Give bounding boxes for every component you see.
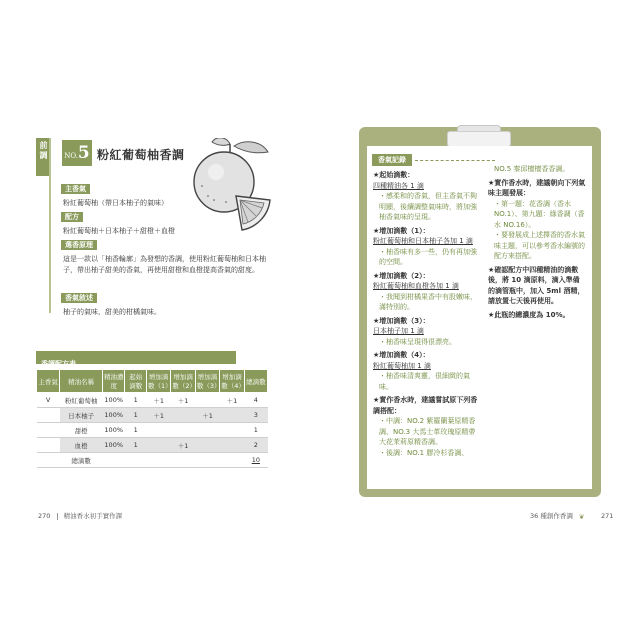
table-cell: 1 xyxy=(244,423,267,438)
table-cell xyxy=(146,438,170,453)
table-row xyxy=(37,408,268,423)
aroma-record-label: 香氣記錄 xyxy=(372,154,412,166)
record-note: ・柚香味清爽靈，很細緻的氣味。 xyxy=(379,372,470,391)
table-cell: 甜橙 xyxy=(60,423,103,438)
table-header: 精油名稱 xyxy=(60,370,103,393)
table-cell: ＋1 xyxy=(171,393,195,408)
description-label: 香氣敘述 xyxy=(61,293,97,303)
recipe-number-badge: NO.5 xyxy=(62,140,92,166)
record-step: ★實作香水時，建議嘗試原下列香調搭配： xyxy=(373,396,478,415)
record-step: ★增加滴數（4）： xyxy=(373,351,430,359)
table-cell: 2 xyxy=(244,438,267,453)
concept-label: 選香原理 xyxy=(61,240,97,250)
table-cell xyxy=(37,423,60,438)
table-cell xyxy=(220,408,244,423)
record-note: ・柚香味有多一些，仍有再加強的空間。 xyxy=(379,247,477,266)
table-cell: 100% xyxy=(102,408,125,423)
table-cell xyxy=(146,423,170,438)
right-footer xyxy=(530,511,613,520)
record-column-right xyxy=(488,164,586,320)
table-cell: ＋1 xyxy=(146,393,170,408)
table-cell xyxy=(195,393,219,408)
table-cell: 4 xyxy=(244,393,267,408)
table-cell: 1 xyxy=(125,408,146,423)
formula-label: 配方 xyxy=(61,212,83,222)
record-note: NO.5 秦邱檀檀香香調。 xyxy=(494,165,570,173)
table-cell: ＋1 xyxy=(171,438,195,453)
section-tab-top-note: 前調 xyxy=(36,138,51,176)
total-label: 總滴數 xyxy=(60,453,103,468)
concept-block xyxy=(61,232,279,276)
table-cell xyxy=(195,438,219,453)
description-text: 柚子的氣味，甜美的柑橘氣味。 xyxy=(63,308,161,316)
record-step: ★確認配方中四種精油的滴數後，將 10 滴原料，滴入準備的滴管瓶中，加入 5ml 酒精，請放置七天後再使用。 xyxy=(488,265,585,305)
record-note: ・第一題：花香調（香水 NO.1）、第九題：綠香調（香水 NO.16）。 xyxy=(494,199,585,229)
table-cell xyxy=(37,408,60,423)
record-action: 日本柚子加 1 滴 xyxy=(373,327,424,335)
table-cell: 粉紅葡萄柚 xyxy=(60,393,103,408)
leaf-icon: ❦ xyxy=(578,512,585,521)
recipe-table xyxy=(36,369,268,468)
table-header: 總滴數 xyxy=(244,370,267,393)
table-cell xyxy=(171,423,195,438)
record-note: ・要發展成上述擇香的香水氣味主題，可以參考香水編號的配方來搭配。 xyxy=(494,231,585,260)
table-header: 增加滴數（2） xyxy=(171,370,195,393)
table-cell: 血橙 xyxy=(60,438,103,453)
record-note: ・柚香味呈現得很漂亮。 xyxy=(379,337,456,346)
table-row xyxy=(37,393,268,408)
record-step: ★實作香水時，建議朝向下列氣味主題發展： xyxy=(488,178,586,197)
table-cell xyxy=(171,408,195,423)
main-aroma-label: 主香氣 xyxy=(61,184,90,194)
recipe-title: 粉紅葡萄柚香調 xyxy=(97,148,185,162)
dashed-divider xyxy=(415,160,495,161)
table-cell: ＋1 xyxy=(195,408,219,423)
table-header: 起始滴數 xyxy=(125,370,146,393)
table-cell: V xyxy=(37,393,60,408)
table-cell: 100% xyxy=(102,438,125,453)
record-note: ・中調：NO.2 紫羅蘭葉原精香調、NO.3 大馬士革玫瑰原精帶大花茉莉原精香調。 xyxy=(379,417,476,446)
right-page-number: 271 xyxy=(601,512,614,520)
record-action: 粉紅葡萄柚和日本柚子各加 1 滴 xyxy=(373,237,473,245)
table-header: 主香氣 xyxy=(37,370,60,393)
record-action: 粉紅葡萄柚加 1 滴 xyxy=(373,361,431,370)
record-note: ・我聞到柑橘果香中有股嫩味，滿特別的。 xyxy=(379,292,477,311)
left-page-number: 270 xyxy=(38,512,51,520)
table-cell xyxy=(220,438,244,453)
table-cell: 1 xyxy=(125,393,146,408)
record-action: 四種精油各 1 滴 xyxy=(373,181,424,190)
clipboard-clip xyxy=(447,131,511,147)
table-cell: 100% xyxy=(102,423,125,438)
left-footer xyxy=(38,511,122,520)
table-row xyxy=(37,438,268,453)
table-header: 增加滴數（1） xyxy=(146,370,170,393)
table-header: 增加滴數（3） xyxy=(195,370,219,393)
description-block xyxy=(61,285,279,318)
total-value: 10 xyxy=(244,453,267,468)
vertical-divider xyxy=(49,138,51,313)
table-header: 精油濃度 xyxy=(102,370,125,393)
record-column-left xyxy=(373,167,481,458)
record-note: ・感柔和的香氣，但主香氣不夠明顯，後續調整氣味時，將加強柚香氣味的呈現。 xyxy=(379,192,477,221)
table-cell: ＋1 xyxy=(146,408,170,423)
table-row xyxy=(37,423,268,438)
table-cell: ＋1 xyxy=(220,393,244,408)
grapefruit-illustration xyxy=(186,138,276,238)
record-step: ★增加滴數（3）： xyxy=(373,316,430,325)
left-footer-text: 精油香水初手實作課 xyxy=(63,512,123,520)
table-section-header: 香調配方表 xyxy=(36,351,236,364)
concept-text: 這是一款以「柚香輪廓」為發想的香調，使用粉紅葡萄柚和日本柚子，帶出柚子甜美的香氣，再使用甜橙和血橙提高香氣的甜度。 xyxy=(63,255,266,274)
main-aroma-text: 粉紅葡萄柚（帶日本柚子的氣味） xyxy=(63,199,168,207)
record-step: ★起始滴數： xyxy=(373,171,415,179)
record-note: ・後調：NO.1 膠冷杉香調、 xyxy=(379,448,469,457)
table-cell xyxy=(37,438,60,453)
table-cell: 日本柚子 xyxy=(60,408,103,423)
table-cell: 1 xyxy=(125,423,146,438)
table-header: 增加滴數（4） xyxy=(220,370,244,393)
table-cell xyxy=(220,423,244,438)
table-cell: 3 xyxy=(244,408,267,423)
record-action: 粉紅葡萄柚和血橙各加 1 滴 xyxy=(373,282,459,290)
table-cell: 100% xyxy=(102,393,125,408)
right-footer-text: 36 種創作香調 xyxy=(530,512,573,520)
record-step: ★此瓶的總濃度為 10%。 xyxy=(488,310,570,319)
formula-text: 粉紅葡萄柚＋日本柚子＋甜橙＋血橙 xyxy=(63,227,175,235)
table-cell: 1 xyxy=(125,438,146,453)
record-step: ★增加滴數（1）： xyxy=(373,226,430,235)
table-cell xyxy=(195,423,219,438)
record-step: ★增加滴數（2）： xyxy=(373,271,430,280)
table-total-row xyxy=(37,453,268,468)
